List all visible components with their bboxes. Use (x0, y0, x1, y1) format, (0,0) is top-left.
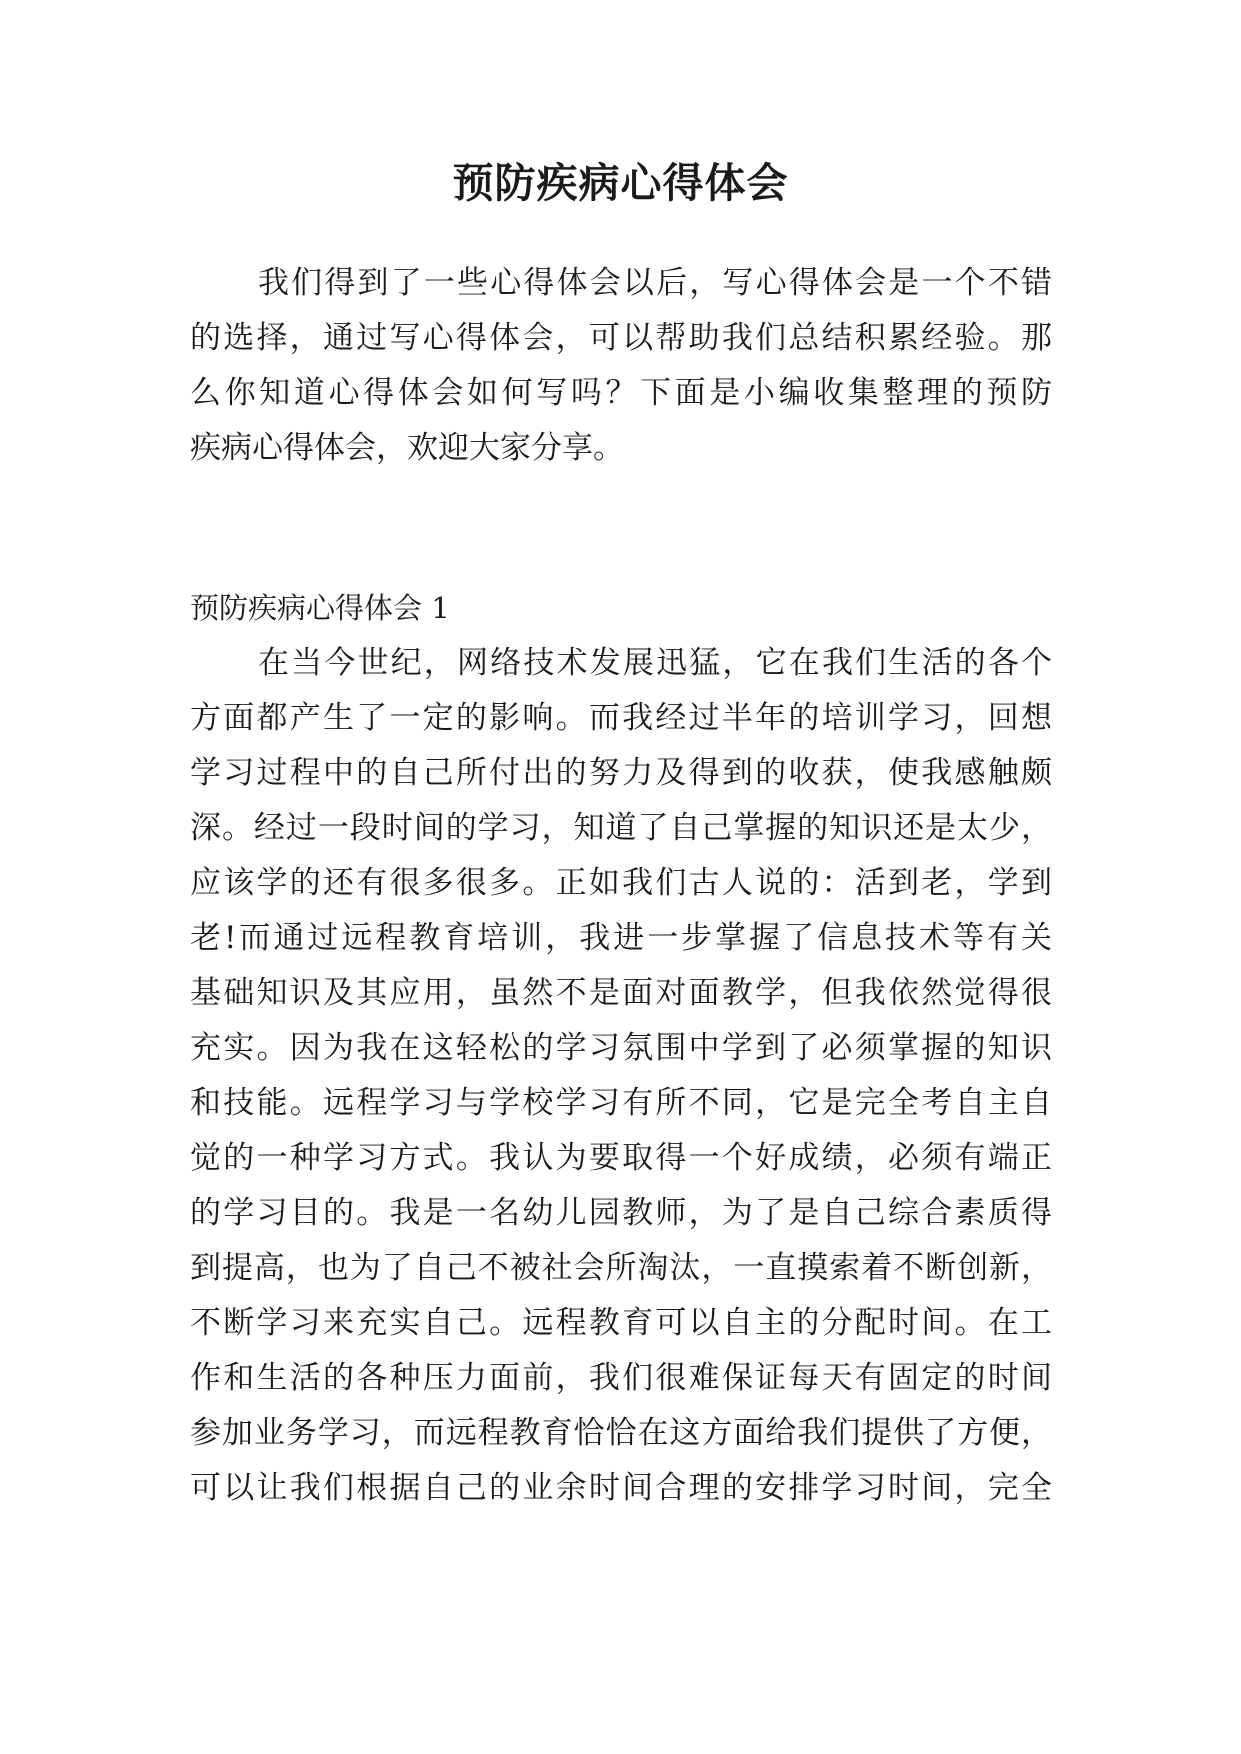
body-line-8: 充实。因为我在这轻松的学习氛围中学到了必须掌握的知识 (190, 1030, 1052, 1066)
section-heading: 预防疾病心得体会 1 (190, 591, 450, 625)
body-line-16: 可以让我们根据自己的业余时间合理的安排学习时间，完全 (190, 1470, 1052, 1506)
body-line-15: 参加业务学习，而远程教育恰恰在这方面给我们提供了方便， (190, 1415, 1052, 1451)
body-line-5: 应该学的还有很多很多。正如我们古人说的：活到老，学到 (190, 865, 1052, 901)
intro-line-3: 么你知道心得体会如何写吗？下面是小编收集整理的预防 (190, 375, 1052, 411)
body-line-3: 学习过程中的自己所付出的努力及得到的收获，使我感触颇 (190, 755, 1052, 791)
body-line-12: 到提高，也为了自己不被社会所淘汰，一直摸索着不断创新， (190, 1250, 1052, 1286)
body-line-1: 在当今世纪，网络技术发展迅猛，它在我们生活的各个 (258, 645, 1052, 681)
document-title: 预防疾病心得体会 (452, 159, 789, 207)
intro-line-1: 我们得到了一些心得体会以后，写心得体会是一个不错 (258, 265, 1052, 301)
body-line-14: 作和生活的各种压力面前，我们很难保证每天有固定的时间 (190, 1360, 1052, 1396)
body-line-7: 基础知识及其应用，虽然不是面对面教学，但我依然觉得很 (190, 975, 1052, 1011)
body-line-6: 老!而通过远程教育培训，我进一步掌握了信息技术等有关 (190, 920, 1052, 956)
intro-line-2: 的选择，通过写心得体会，可以帮助我们总结积累经验。那 (190, 320, 1052, 356)
body-line-2: 方面都产生了一定的影响。而我经过半年的培训学习，回想 (190, 700, 1052, 736)
body-line-9: 和技能。远程学习与学校学习有所不同，它是完全考自主自 (190, 1085, 1052, 1121)
body-line-4: 深。经过一段时间的学习，知道了自己掌握的知识还是太少， (190, 810, 1052, 846)
body-line-10: 觉的一种学习方式。我认为要取得一个好成绩，必须有端正 (190, 1140, 1052, 1176)
intro-line-4: 疾病心得体会，欢迎大家分享。 (190, 430, 624, 466)
body-line-13: 不断学习来充实自己。远程教育可以自主的分配时间。在工 (190, 1305, 1052, 1341)
body-line-11: 的学习目的。我是一名幼儿园教师，为了是自己综合素质得 (190, 1195, 1052, 1231)
